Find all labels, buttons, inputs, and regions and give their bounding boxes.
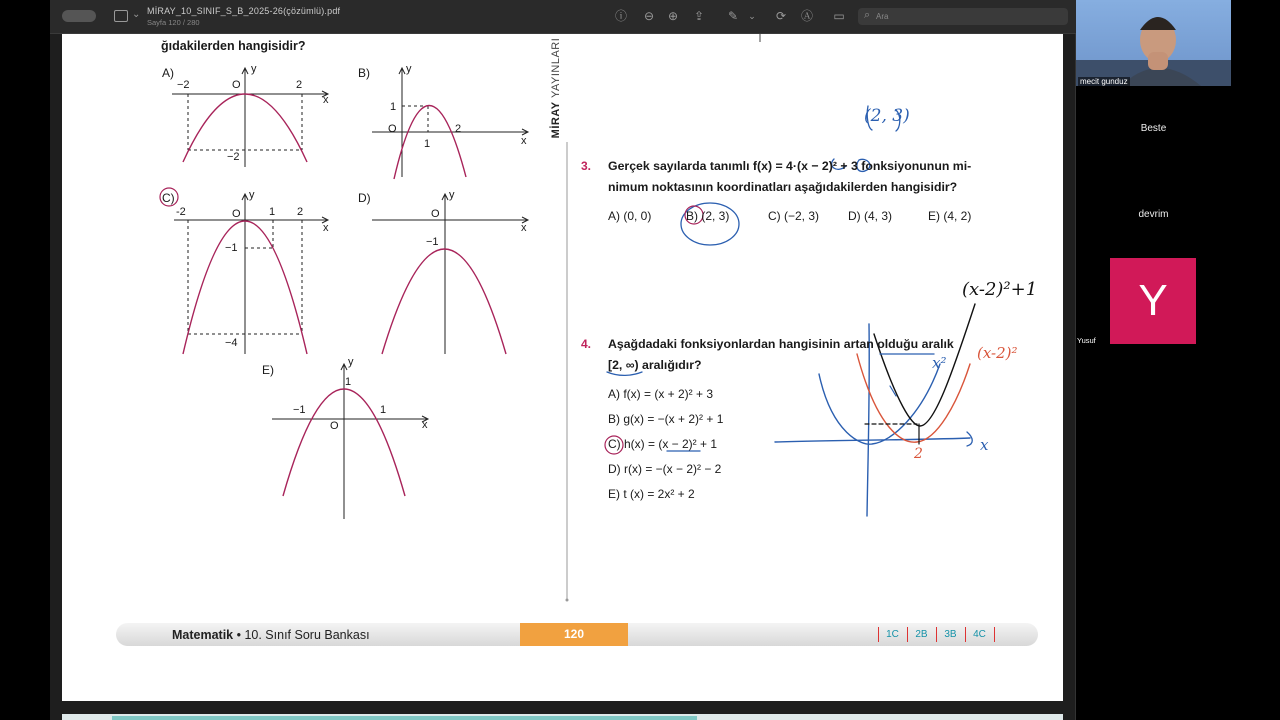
answer-key-4: 4C [965, 627, 993, 642]
graph-label-c: C) [162, 191, 175, 205]
answer-key-2: 2B [907, 627, 935, 642]
next-page-edge [62, 714, 1063, 720]
graph-label-d: D) [358, 191, 371, 205]
axis-label-x: x [323, 222, 329, 234]
axis-label-y: y [249, 189, 255, 201]
axis-label-y: y [449, 189, 455, 201]
axis-label-x: x [422, 419, 428, 431]
graph-label-a: A) [162, 66, 174, 80]
tick-label: 2 [297, 206, 304, 218]
ink-two: 2 [914, 446, 923, 462]
question-3-line-2: nimum noktasının koordinatları aşağıdakilerden hangisidir? [608, 180, 958, 194]
ink-x-squared: x² [932, 354, 947, 372]
tick-label: 1 [345, 376, 352, 388]
question-4-line-2: [2, ∞) aralığıdır? [608, 358, 702, 372]
search-icon: ⌕ [864, 9, 871, 21]
markup-menu-chevron-icon[interactable]: ⌄ [748, 11, 756, 21]
axis-label-y: y [251, 63, 257, 75]
footer-title: Matematik • 10. Sınıf Soru Bankası [172, 628, 370, 642]
q4-option-c[interactable]: C) h(x) = (x − 2)² + 1 [608, 437, 718, 451]
axis-label-y: y [348, 356, 354, 368]
participant-yusuf-name: Yusuf [1077, 336, 1096, 345]
participant-video [1076, 0, 1231, 86]
q3-option-b[interactable]: B) (2, 3) [686, 209, 730, 223]
tick-label: −1 [293, 404, 306, 416]
graph-label-e: E) [262, 363, 274, 377]
q4-option-d[interactable]: D) r(x) = −(x − 2)² − 2 [608, 462, 722, 476]
participant-beste[interactable]: Beste [1140, 123, 1167, 134]
form-fill-icon[interactable]: ▭ [833, 9, 845, 23]
page-footer [116, 623, 1038, 646]
participant-name: mecit gunduz [1080, 77, 1128, 86]
markup-pen-icon[interactable]: ✎ [727, 9, 739, 23]
annotate-icon[interactable]: Ⓐ [800, 9, 813, 23]
q4-option-b[interactable]: B) g(x) = −(x + 2)² + 1 [608, 412, 724, 426]
page-indicator: Sayfa 120 / 280 [147, 18, 200, 27]
chevron-down-icon[interactable]: ⌄ [132, 9, 141, 20]
question-4-number: 4. [581, 337, 592, 351]
tick-label: 1 [269, 206, 276, 218]
document-title: MİRAY_10_SINIF_S_B_2025-26(çözümlü).pdf [147, 6, 341, 16]
share-icon[interactable]: ⇪ [693, 9, 705, 23]
question-3-number: 3. [581, 159, 592, 173]
tick-label: 1 [380, 404, 387, 416]
tick-label: 2 [296, 79, 303, 91]
window-controls[interactable] [62, 10, 96, 22]
participant-devrim[interactable]: devrim [1138, 209, 1169, 220]
axis-label-x: x [323, 94, 329, 106]
tick-label: −4 [225, 337, 238, 349]
q3-option-a[interactable]: A) (0, 0) [608, 209, 652, 223]
search-input[interactable] [876, 9, 1062, 23]
tick-label: 1 [390, 101, 397, 113]
sidebar-toggle-icon[interactable] [114, 10, 128, 22]
participant-video-tile[interactable] [1076, 0, 1231, 86]
tick-label: −1 [225, 242, 238, 254]
ink-x-axis: x [980, 436, 989, 454]
ink-q3 [681, 106, 900, 245]
zoom-in-icon[interactable]: ⊕ [667, 9, 679, 23]
answer-key-end [994, 627, 995, 642]
info-icon[interactable]: ⓘ [614, 9, 627, 23]
q3-option-d[interactable]: D) (4, 3) [848, 209, 893, 223]
tick-label: 1 [424, 138, 431, 150]
tick-label: −1 [426, 236, 439, 248]
q4-option-a[interactable]: A) f(x) = (x + 2)² + 3 [608, 387, 714, 401]
avatar-initial: Y [1138, 276, 1168, 325]
axis-label-y: y [406, 63, 412, 75]
ink-expression-top: (x-2)²+1 [962, 279, 1038, 300]
ink-point-note: (2, 3) [864, 106, 910, 126]
tick-label: −2 [177, 79, 190, 91]
pdf-page [62, 34, 1063, 701]
q3-option-c[interactable]: C) (−2, 3) [768, 209, 820, 223]
ink-q4 [605, 304, 975, 516]
page-number: 120 [520, 623, 628, 646]
pdf-viewer-window [50, 0, 1076, 720]
graph-a [172, 68, 328, 167]
q3-option-e[interactable]: E) (4, 2) [928, 209, 972, 223]
origin-label: O [431, 208, 440, 220]
tick-label: -2 [176, 206, 186, 218]
graph-label-b: B) [358, 66, 370, 80]
graph-c [174, 194, 328, 354]
axis-label-x: x [521, 222, 527, 234]
question-3-line-1: Gerçek sayılarda tanımlı f(x) = 4·(x − 2)² + 3 fonksiyonunun mi- [608, 159, 972, 173]
answer-key-3: 3B [936, 627, 964, 642]
question-4-line-1: Aşağdadaki fonksiyonlardan hangisinin artan olduğu aralık [608, 337, 954, 351]
question-2-tail: ğıdakilerden hangisidir? [161, 39, 306, 53]
q4-option-e[interactable]: E) t (x) = 2x² + 2 [608, 487, 695, 501]
answer-key-1: 1C [878, 627, 906, 642]
rotate-icon[interactable]: ⟳ [775, 9, 787, 23]
axis-label-x: x [521, 135, 527, 147]
origin-label: O [330, 420, 339, 432]
tick-label: −2 [227, 151, 240, 163]
zoom-out-icon[interactable]: ⊖ [643, 9, 655, 23]
origin-label: O [232, 208, 241, 220]
tick-label: 2 [455, 123, 462, 135]
search-field[interactable] [858, 8, 1068, 25]
viewer-toolbar [50, 0, 1076, 34]
origin-label: O [232, 79, 241, 91]
graph-d [372, 194, 528, 354]
publisher-brand: MİRAY YAYINLARI [550, 37, 562, 139]
origin-label: O [388, 123, 397, 135]
ink-expression-right: (x-2)² [977, 344, 1018, 362]
participant-yusuf-avatar[interactable] [1110, 258, 1196, 344]
